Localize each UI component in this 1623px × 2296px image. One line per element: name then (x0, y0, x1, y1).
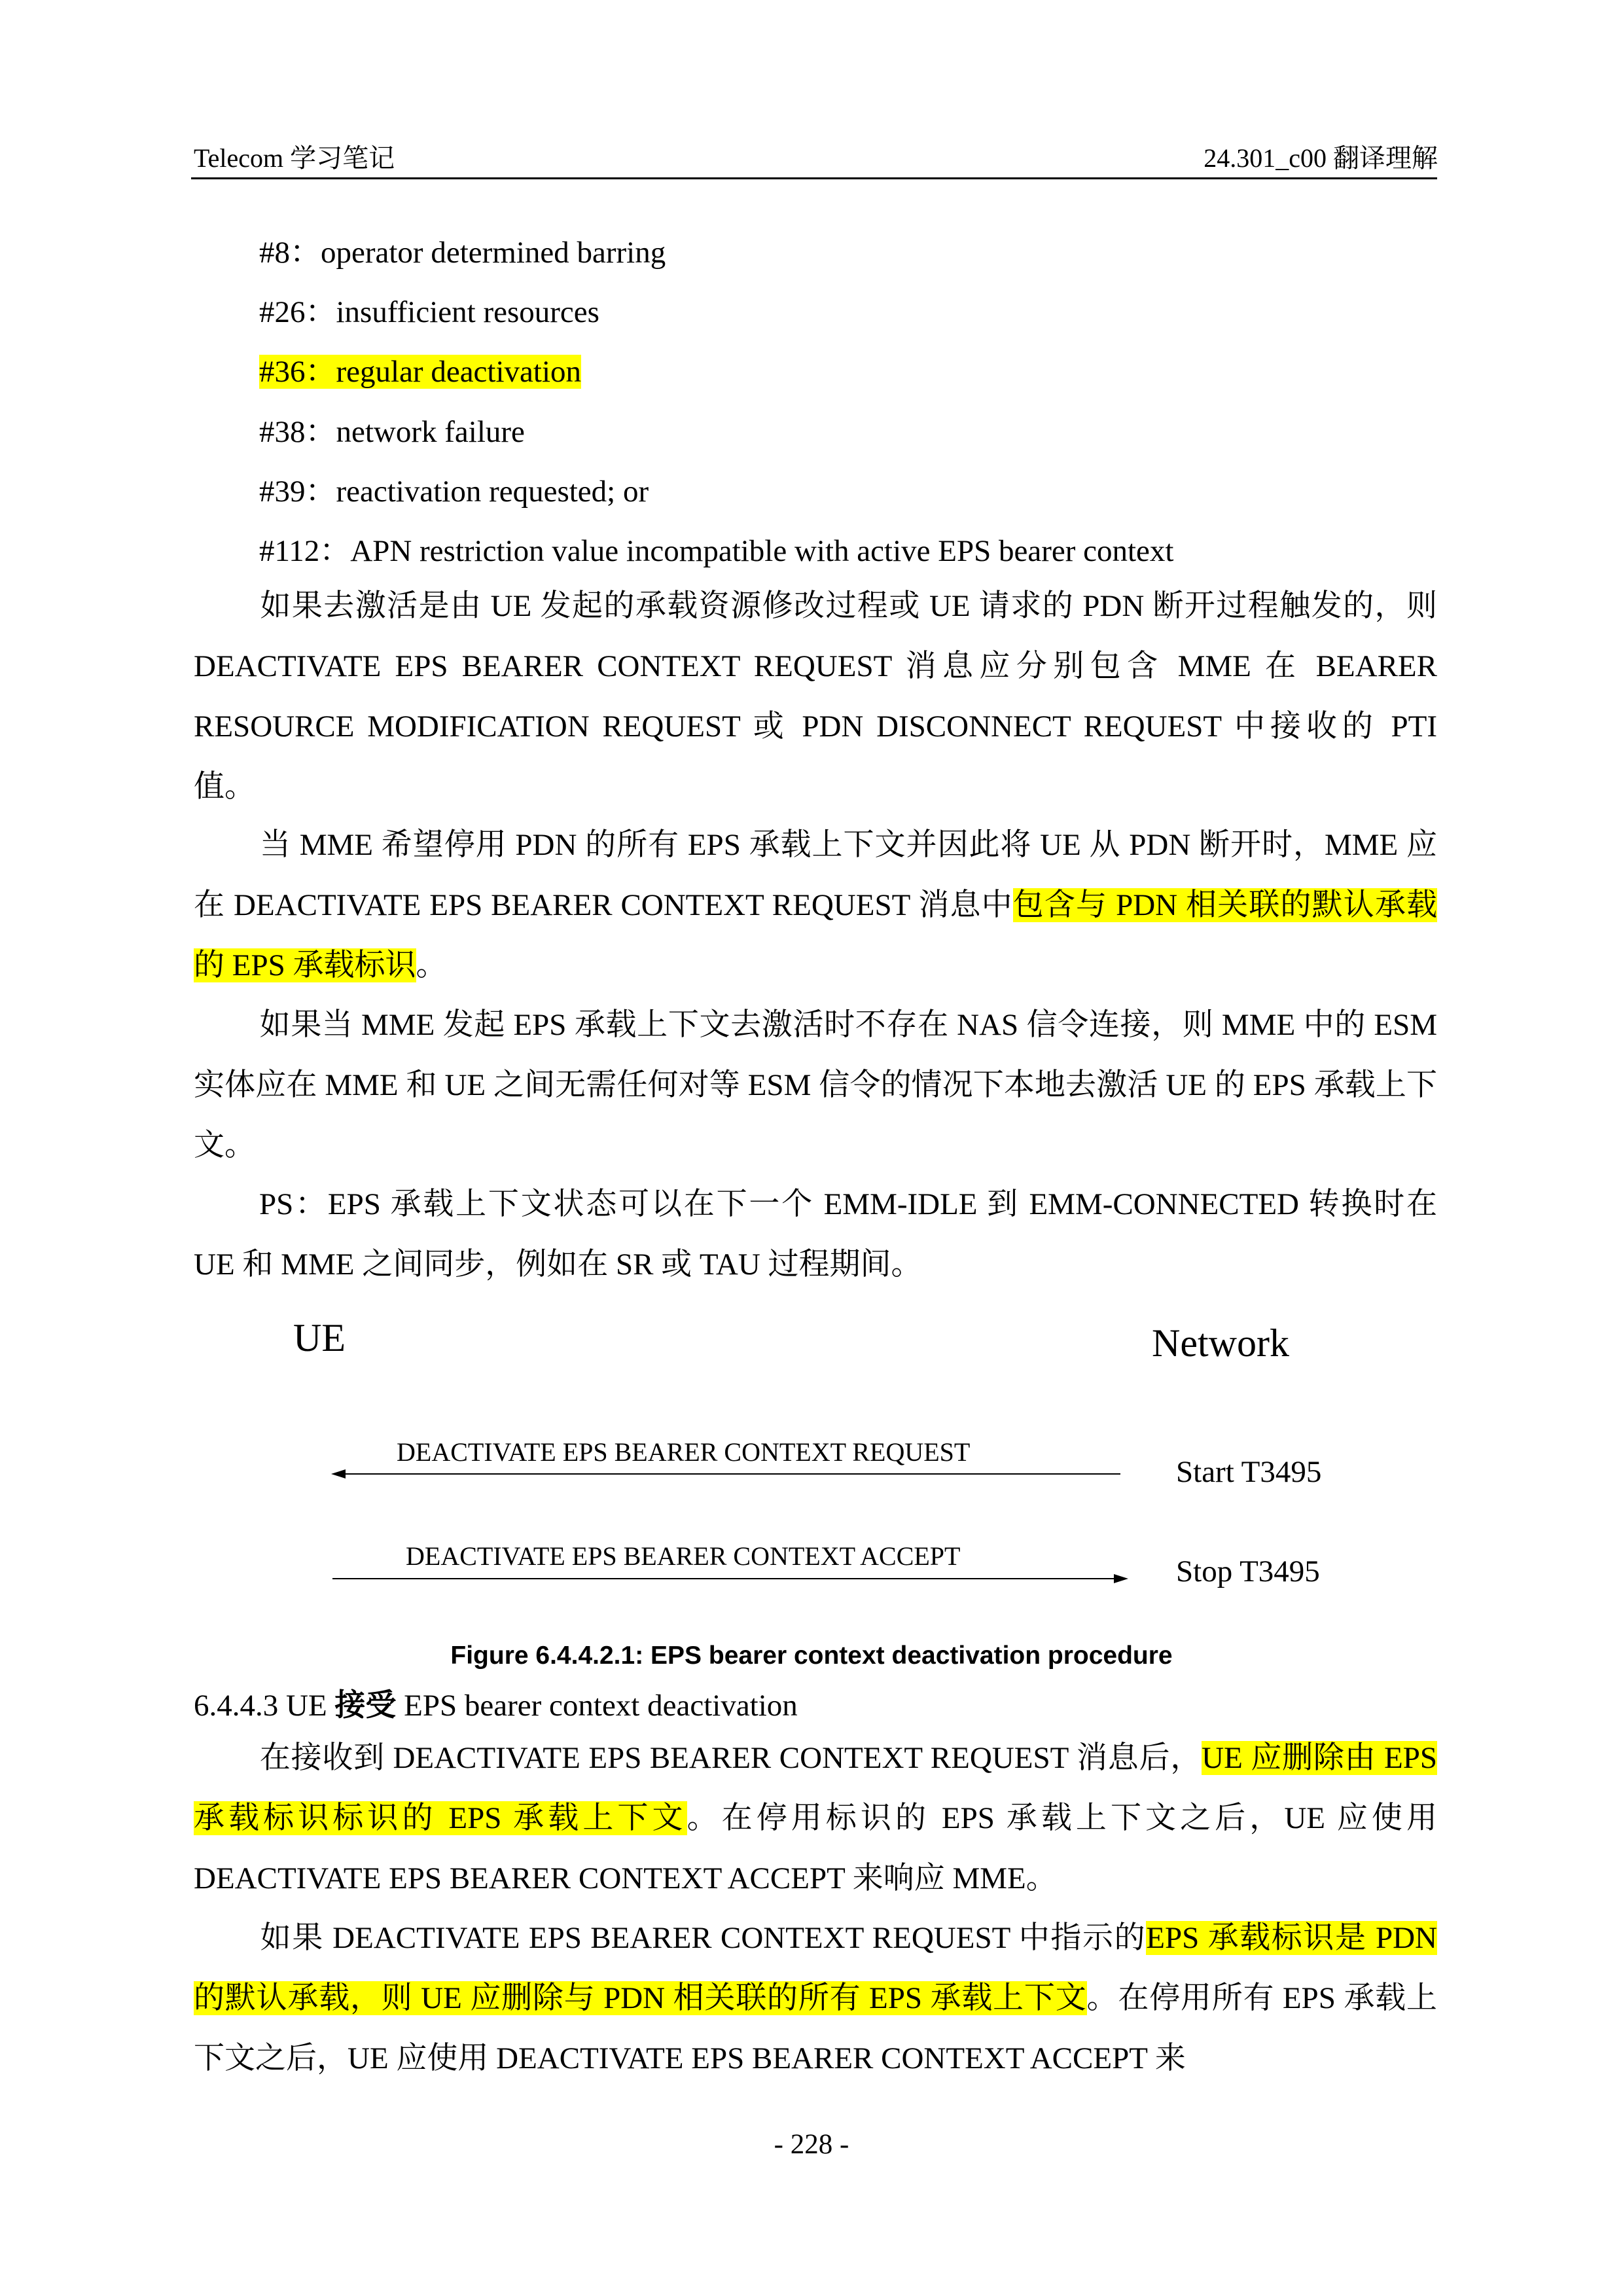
diagram-timer-stop: Stop T3495 (1176, 1554, 1320, 1588)
cause-item-39: #39：reactivation requested; or (259, 475, 649, 509)
header-doc-id: 24.301_c00 翻译理解 (1204, 143, 1438, 173)
cause-item-26: #26：insufficient resources (259, 295, 599, 329)
paragraph-no-nas-connection: 如果当 MME 发起 EPS 承载上下文去激活时不存在 NAS 信令连接，则 MME 中的 ESM 实体应在 MME 和 UE 之间无需任何对等 ESM 信令的情况下本地去激活 UE 的 EPS 承载上下文。 (194, 1008, 1437, 1162)
highlight-delete-context: UE 应删除由 EPS 承载标识标识的 EPS 承载上下文 (194, 1741, 1437, 1835)
cause-item-112: #112：APN restriction value incompatible with active EPS bearer context (259, 534, 1174, 568)
diagram-msg-accept: DEACTIVATE EPS BEARER CONTEXT ACCEPT (406, 1541, 961, 1571)
header-divider (191, 177, 1437, 179)
cause-item-8: #8：operator determined barring (259, 236, 666, 270)
diagram-timer-start: Start T3495 (1176, 1455, 1322, 1489)
arrow-left-request (327, 1466, 1132, 1482)
diagram-network-label: Network (1152, 1321, 1289, 1365)
paragraph-ue-delete-context: 在接收到 DEACTIVATE EPS BEARER CONTEXT REQUEST 消息后，UE 应删除由 EPS 承载标识标识的 EPS 承载上下文。在停用标识的 EPS 承载上下文之后，UE 应使用 DEACTIVATE EPS BEARER CONTEXT ACCEPT 来响应 MME。 (194, 1741, 1437, 1895)
cause-item-36: #36：regular deactivation (259, 355, 582, 389)
page-number: - 228 - (774, 2129, 849, 2160)
header-title: Telecom 学习笔记 (194, 143, 395, 173)
diagram-ue-label: UE (293, 1316, 346, 1359)
figure-caption: Figure 6.4.4.2.1: EPS bearer context deactivation procedure (450, 1641, 1173, 1670)
diagram-msg-request: DEACTIVATE EPS BEARER CONTEXT REQUEST (397, 1437, 971, 1467)
paragraph-pti: 如果去激活是由 UE 发起的承载资源修改过程或 UE 请求的 PDN 断开过程触发的，则 DEACTIVATE EPS BEARER CONTEXT REQUEST 消息应分别包含 MME 在 BEARER RESOURCE MODIFICATION REQUEST 或 PDN DISCONNECT REQUEST 中接收的 PTI 值。 (194, 589, 1437, 804)
paragraph-ue-delete-all: 如果 DEACTIVATE EPS BEARER CONTEXT REQUEST 中指示的EPS 承载标识是 PDN 的默认承载，则 UE 应删除与 PDN 相关联的所有 EPS 承载上下文。在停用所有 EPS 承载上下文之后，UE 应使用 DEACTIVATE EPS BEARER CONTEXT ACCEPT 来 (194, 1921, 1437, 2075)
paragraph-ps-note: PS：EPS 承载上下文状态可以在下一个 EMM-IDLE 到 EMM-CONNECTED 转换时在 UE 和 MME 之间同步，例如在 SR 或 TAU 过程期间。 (194, 1187, 1437, 1282)
highlight-default-bearer-id: 包含与 PDN 相关联的默认承载的 EPS 承载标识 (194, 888, 1437, 982)
paragraph-default-bearer: 当 MME 希望停用 PDN 的所有 EPS 承载上下文并因此将 UE 从 PDN 断开时，MME 应在 DEACTIVATE EPS BEARER CONTEXT REQUEST 消息中包含与 PDN 相关联的默认承载的 EPS 承载标识。 (194, 828, 1437, 982)
section-heading: 6.4.4.3 UE 接受 EPS bearer context deactivation (194, 1687, 798, 1723)
highlight-delete-all: EPS 承载标识是 PDN 的默认承载，则 UE 应删除与 PDN 相关联的所有 EPS 承载上下文 (194, 1921, 1437, 2015)
cause-item-38: #38：network failure (259, 415, 525, 449)
arrow-right-accept (331, 1571, 1136, 1587)
